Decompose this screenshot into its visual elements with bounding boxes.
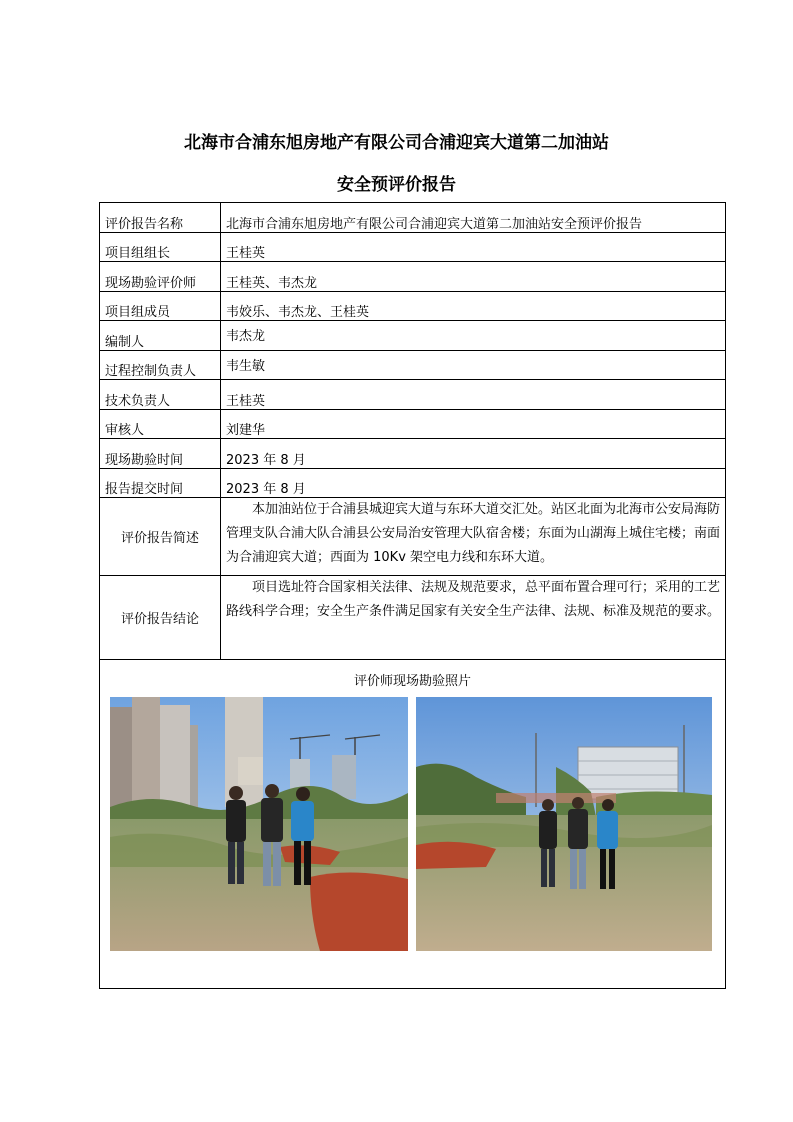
row-label: 现场勘验时间 xyxy=(100,439,221,469)
site-photo-1 xyxy=(110,697,408,951)
row-value: 刘建华 xyxy=(221,409,726,439)
table-row xyxy=(100,262,726,292)
row-value: 北海市合浦东旭房地产有限公司合浦迎宾大道第二加油站安全预评价报告 xyxy=(221,203,726,233)
table-row xyxy=(100,439,726,469)
row-value: 2023 年 8 月 xyxy=(221,468,726,498)
conclusion-row xyxy=(100,576,726,660)
summary-text: 本加油站位于合浦县城迎宾大道与东环大道交汇处。站区北面为北海市公安局海防管理支队合浦大队合浦县公安局治安管理大队宿舍楼；东面为山湖海上城住宅楼；南面为合浦迎宾大道；西面为 10Kv 架空电力线和东环大道。 xyxy=(221,498,726,576)
photos-container xyxy=(100,689,725,979)
row-label: 项目组成员 xyxy=(100,291,221,321)
row-label: 现场勘验评价师 xyxy=(100,262,221,292)
row-value: 王桂英 xyxy=(221,232,726,262)
table-row xyxy=(100,232,726,262)
row-label: 评价报告名称 xyxy=(100,203,221,233)
row-label: 过程控制负责人 xyxy=(100,350,221,380)
table-row xyxy=(100,203,726,233)
table-row xyxy=(100,409,726,439)
row-label: 报告提交时间 xyxy=(100,468,221,498)
conclusion-label: 评价报告结论 xyxy=(100,576,221,660)
row-label: 项目组组长 xyxy=(100,232,221,262)
row-value: 王桂英、韦杰龙 xyxy=(221,262,726,292)
table-row xyxy=(100,380,726,410)
row-value: 2023 年 8 月 xyxy=(221,439,726,469)
site-photo-2-image xyxy=(416,697,712,951)
row-value: 王桂英 xyxy=(221,380,726,410)
report-info-table xyxy=(99,202,726,989)
table-row xyxy=(100,468,726,498)
row-label: 审核人 xyxy=(100,409,221,439)
row-label: 编制人 xyxy=(100,321,221,351)
row-value: 韦姣乐、韦杰龙、王桂英 xyxy=(221,291,726,321)
photo-row xyxy=(100,660,726,989)
conclusion-text: 项目选址符合国家相关法律、法规及规范要求，总平面布置合理可行；采用的工艺路线科学合理；安全生产条件满足国家有关安全生产法律、法规、标准及规范的要求。 xyxy=(221,576,726,660)
row-value: 韦生敏 xyxy=(221,350,726,380)
row-value: 韦杰龙 xyxy=(221,321,726,351)
photo-caption: 评价师现场勘验照片 xyxy=(353,674,471,689)
site-photo-2 xyxy=(416,697,712,951)
report-title-line2: 安全预评价报告 xyxy=(337,175,456,195)
table-row xyxy=(100,350,726,380)
site-photo-1-image xyxy=(110,697,408,951)
photo-cell xyxy=(100,660,726,989)
table-row xyxy=(100,321,726,351)
summary-label: 评价报告简述 xyxy=(100,498,221,576)
table-row xyxy=(100,291,726,321)
report-title-line1: 北海市合浦东旭房地产有限公司合浦迎宾大道第二加油站 xyxy=(184,133,609,153)
summary-row xyxy=(100,498,726,576)
row-label: 技术负责人 xyxy=(100,380,221,410)
